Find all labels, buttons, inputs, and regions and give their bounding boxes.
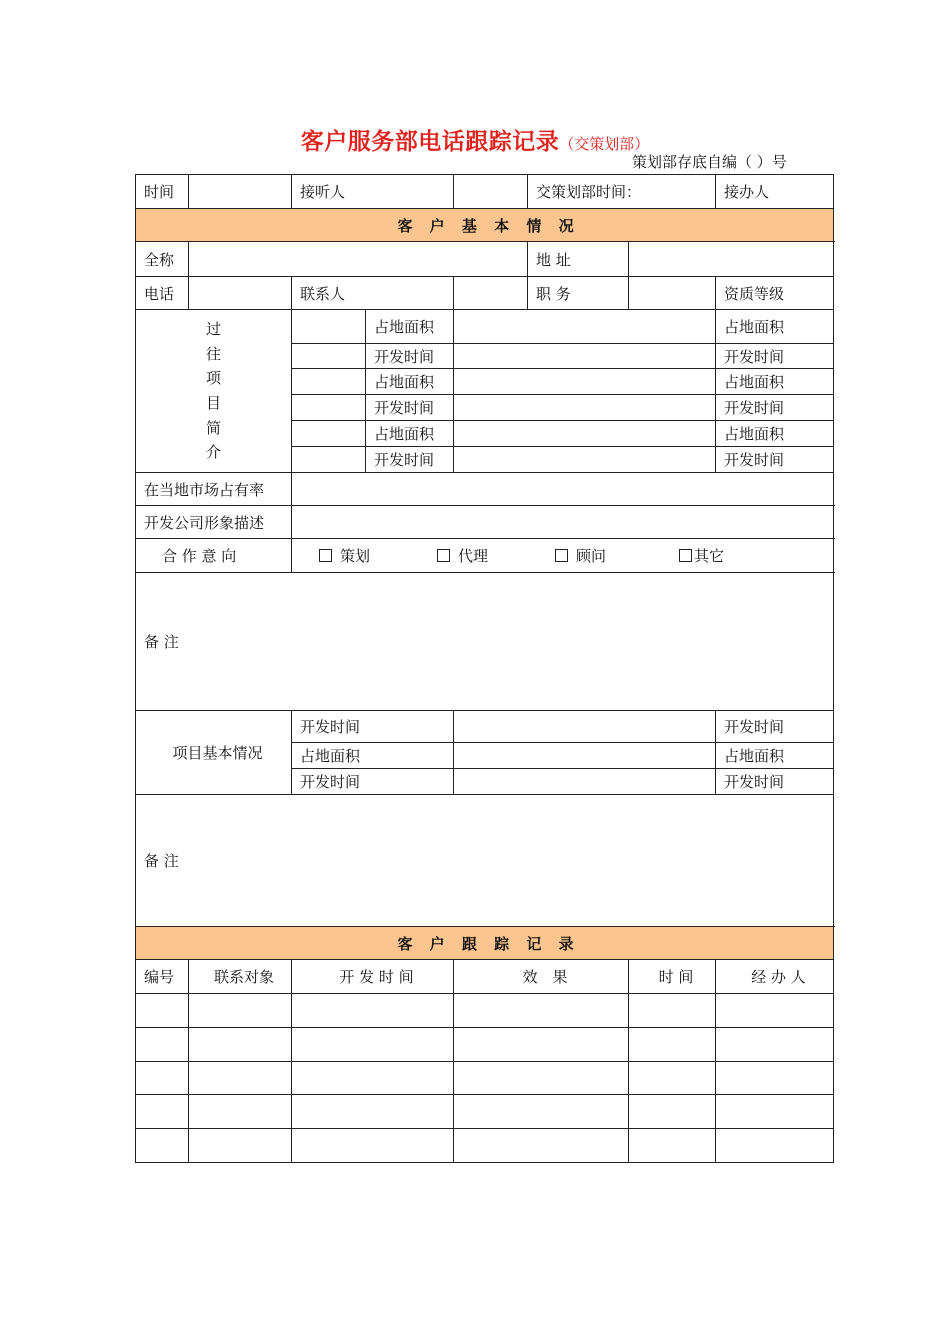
past-projects-char: 项: [205, 369, 221, 388]
project-basic-label: 项目基本情况: [136, 711, 292, 795]
image-desc-field[interactable]: [292, 506, 834, 539]
cell[interactable]: [136, 1095, 189, 1129]
area-label: 占地面积: [716, 421, 834, 447]
cell[interactable]: [292, 994, 454, 1028]
past-project-blank[interactable]: [292, 344, 366, 369]
col-time: 时 间: [629, 960, 716, 994]
table-row: [136, 994, 834, 1028]
cell[interactable]: [716, 1062, 834, 1095]
phone-field[interactable]: [189, 277, 292, 310]
cell[interactable]: [454, 1062, 629, 1095]
area-field[interactable]: [454, 310, 716, 344]
option-label: 代理: [458, 547, 489, 565]
handover-time-label: 交策划部时间：: [528, 175, 716, 209]
contact-label: 联系人: [292, 277, 454, 310]
past-projects-char: 介: [205, 443, 221, 462]
title-main: 客户服务部电话跟踪记录: [300, 128, 560, 155]
area-field[interactable]: [454, 369, 716, 395]
title-sub: （交策划部）: [559, 135, 650, 153]
option-label: 顾问: [576, 547, 607, 565]
cooperation-options: [292, 539, 834, 573]
remark-area[interactable]: [136, 573, 834, 711]
tracking-form-table: [135, 174, 834, 1163]
receiver-label: 接听人: [292, 175, 454, 209]
dev-time-label: 开发时间: [366, 344, 454, 369]
full-name-field[interactable]: [189, 242, 528, 277]
past-projects-char: 目: [205, 394, 221, 412]
area-label: 占地面积: [366, 421, 454, 447]
dev-time-label: 开发时间: [292, 769, 454, 795]
past-projects-char: 简: [205, 418, 221, 437]
past-project-blank[interactable]: [292, 310, 366, 344]
full-name-label: 全称: [136, 242, 189, 277]
market-share-label: 在当地市场占有率: [136, 473, 292, 506]
cell[interactable]: [716, 994, 834, 1028]
option-planning[interactable]: [319, 545, 437, 566]
handler-label: 接办人: [716, 175, 834, 209]
cell[interactable]: [454, 994, 629, 1028]
cell[interactable]: [629, 1095, 716, 1129]
past-project-blank[interactable]: [292, 395, 366, 421]
option-other[interactable]: [679, 545, 724, 566]
col-number: 编号: [136, 960, 189, 994]
dev-time-label: 开发时间: [716, 447, 834, 473]
col-handler: 经 办 人: [716, 960, 834, 994]
option-label: 策划: [340, 547, 371, 565]
area-label: 占地面积: [366, 310, 454, 344]
col-effect: 效 果: [454, 960, 629, 994]
checkbox-icon[interactable]: [679, 549, 692, 562]
area-field[interactable]: [454, 743, 716, 769]
past-project-blank[interactable]: [292, 369, 366, 395]
checkbox-icon[interactable]: [437, 549, 450, 562]
cell[interactable]: [189, 1129, 292, 1163]
position-field[interactable]: [629, 277, 716, 310]
cell[interactable]: [136, 1062, 189, 1095]
checkbox-icon[interactable]: [555, 549, 568, 562]
image-desc-label: 开发公司形象描述: [136, 506, 292, 539]
past-projects-char: 过: [205, 319, 221, 338]
tracking-heading: 客 户 跟 踪 记 录: [136, 927, 834, 960]
document-number: 策划部存底自编（ ）号: [632, 153, 787, 171]
col-contact: 联系对象: [189, 960, 292, 994]
area-label: 占地面积: [716, 369, 834, 395]
table-row: [136, 1129, 834, 1163]
table-row: [136, 1028, 834, 1062]
dev-time-field[interactable]: [454, 711, 716, 743]
dev-time-field[interactable]: [454, 344, 716, 369]
past-project-blank[interactable]: [292, 447, 366, 473]
dev-time-field[interactable]: [454, 447, 716, 473]
area-label: 占地面积: [716, 743, 834, 769]
cell[interactable]: [629, 1129, 716, 1163]
dev-time-label: 开发时间: [716, 344, 834, 369]
phone-label: 电话: [136, 277, 189, 310]
past-projects-label: [136, 310, 292, 473]
dev-time-label: 开发时间: [716, 395, 834, 421]
cell[interactable]: [454, 1028, 629, 1062]
table-row: [136, 1095, 834, 1129]
contact-field[interactable]: [454, 277, 528, 310]
cell[interactable]: [716, 1095, 834, 1129]
cell[interactable]: [716, 1028, 834, 1062]
dev-time-label: 开发时间: [716, 769, 834, 795]
position-label: 职 务: [528, 277, 629, 310]
dev-time-label: 开发时间: [292, 711, 454, 743]
dev-time-field[interactable]: [454, 395, 716, 421]
dev-time-label: 开发时间: [366, 395, 454, 421]
cell[interactable]: [629, 994, 716, 1028]
area-label: 占地面积: [716, 310, 834, 344]
cell[interactable]: [189, 1028, 292, 1062]
remark-label: 备 注: [144, 852, 179, 870]
cell[interactable]: [716, 1129, 834, 1163]
basic-info-heading: 客 户 基 本 情 况: [136, 209, 834, 242]
time-field[interactable]: [189, 175, 292, 209]
cell[interactable]: [136, 1028, 189, 1062]
tracking-header-row: [136, 960, 834, 994]
cell[interactable]: [292, 1062, 454, 1095]
dev-time-field[interactable]: [454, 769, 716, 795]
area-field[interactable]: [454, 421, 716, 447]
time-label: 时间: [136, 175, 189, 209]
dev-time-label: 开发时间: [366, 447, 454, 473]
cell[interactable]: [292, 1028, 454, 1062]
cell[interactable]: [189, 1095, 292, 1129]
cooperation-label: 合 作 意 向: [136, 539, 292, 573]
remark-label: 备 注: [144, 633, 179, 651]
col-dev-time: 开 发 时 间: [292, 960, 454, 994]
dev-time-label: 开发时间: [716, 711, 834, 743]
area-label: 占地面积: [366, 369, 454, 395]
cell[interactable]: [189, 994, 292, 1028]
cell[interactable]: [136, 994, 189, 1028]
cell[interactable]: [454, 1129, 629, 1163]
address-label: 地 址: [528, 242, 629, 277]
cell[interactable]: [292, 1129, 454, 1163]
area-label: 占地面积: [292, 743, 454, 769]
form-title: [0, 123, 950, 156]
past-projects-char: 往: [205, 344, 221, 363]
remark-area[interactable]: [136, 795, 834, 927]
cell[interactable]: [629, 1062, 716, 1095]
cell[interactable]: [454, 1095, 629, 1129]
cell[interactable]: [136, 1129, 189, 1163]
option-agency[interactable]: [437, 545, 555, 566]
qualification-label: 资质等级: [716, 277, 834, 310]
address-field[interactable]: [629, 242, 834, 277]
option-consulting[interactable]: [555, 545, 679, 566]
cell[interactable]: [189, 1062, 292, 1095]
market-share-field[interactable]: [292, 473, 834, 506]
past-project-blank[interactable]: [292, 421, 366, 447]
table-row: [136, 1062, 834, 1095]
receiver-field[interactable]: [454, 175, 528, 209]
header-row: [136, 175, 834, 209]
cell[interactable]: [292, 1095, 454, 1129]
cell[interactable]: [629, 1028, 716, 1062]
checkbox-icon[interactable]: [319, 549, 332, 562]
option-label: 其它: [694, 547, 725, 565]
